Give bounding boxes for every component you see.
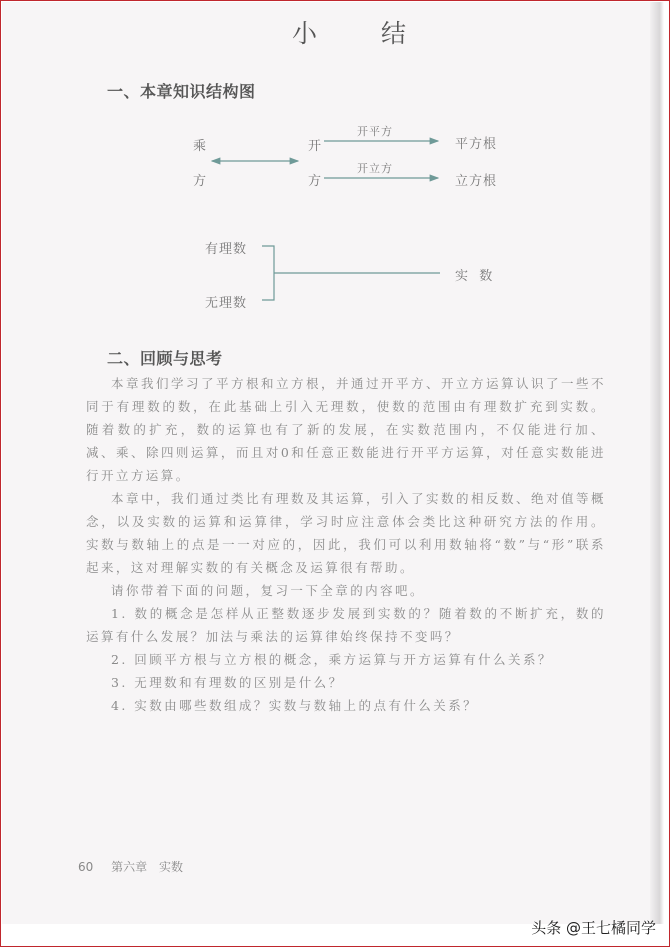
paragraph-3: 请你带着下面的问题，复习一下全章的内容吧。 [111, 583, 425, 598]
review-body [86, 372, 606, 717]
arrow-label-square-root-op: 开平方 [357, 125, 393, 138]
arrow-label-cube-root-op: 开立方 [357, 162, 393, 175]
section-heading-review: 二、回顾与思考 [107, 349, 223, 368]
diagram-label-cheng: 乘 [193, 139, 208, 154]
bracket-real-numbers [262, 246, 274, 300]
diagram-label-cube-root: 立方根 [455, 174, 498, 189]
diagram-label-real: 实 数 [455, 269, 494, 284]
diagram-label-square-root: 平方根 [455, 137, 498, 152]
page-footer [78, 858, 197, 875]
question-4: 4. 实数由哪些数组成？实数与数轴上的点有什么关系？ [111, 698, 479, 713]
diagram-label-rational: 有理数 [205, 242, 248, 257]
paragraph-1: 本章我们学习了平方根和立方根，并通过开平方、开立方运算认识了一些不同于有理数的数，在此基础上引入无理数，使数的范围由有理数扩充到实数。随着数的扩充，数的运算也有了新的发展，在实数范围内，不仅能进行加、减、乘、除四则运算，而且对0和任意正数能进行开平方运算，对任意实数能进行开立方运算。 [86, 376, 606, 483]
question-2: 2. 回顾平方根与立方根的概念，乘方运算与开方运算有什么关系？ [111, 652, 553, 667]
page-title: 小 结 [292, 19, 434, 48]
chapter-title: 实数 [158, 860, 183, 874]
diagram-label-fang-mid: 方 [308, 174, 323, 189]
diagram-label-fang-left: 方 [193, 174, 208, 189]
watermark: 头条 @王七橘同学 [531, 919, 656, 937]
diagram-label-kai: 开 [308, 139, 323, 154]
section-heading-structure: 一、本章知识结构图 [107, 82, 256, 101]
paragraph-2: 本章中，我们通过类比有理数及其运算，引入了实数的相反数、绝对值等概念，以及实数的运算和运算律，学习时应注意体会类比这种研究方法的作用。实数与数轴上的点是一一对应的，因此，我们可以利用数轴将“数”与“形”联系起来，这对理解实数的有关概念及运算很有帮助。 [86, 491, 606, 575]
question-3: 3. 无理数和有理数的区别是什么？ [111, 675, 344, 690]
question-1: 1. 数的概念是怎样从正整数逐步发展到实数的？随着数的不断扩充，数的运算有什么发展？加法与乘法的运算律始终保持不变吗？ [86, 606, 606, 644]
chapter-number: 第六章 [111, 860, 148, 874]
page-number: 60 [78, 860, 94, 874]
diagram-label-irrational: 无理数 [205, 296, 248, 311]
